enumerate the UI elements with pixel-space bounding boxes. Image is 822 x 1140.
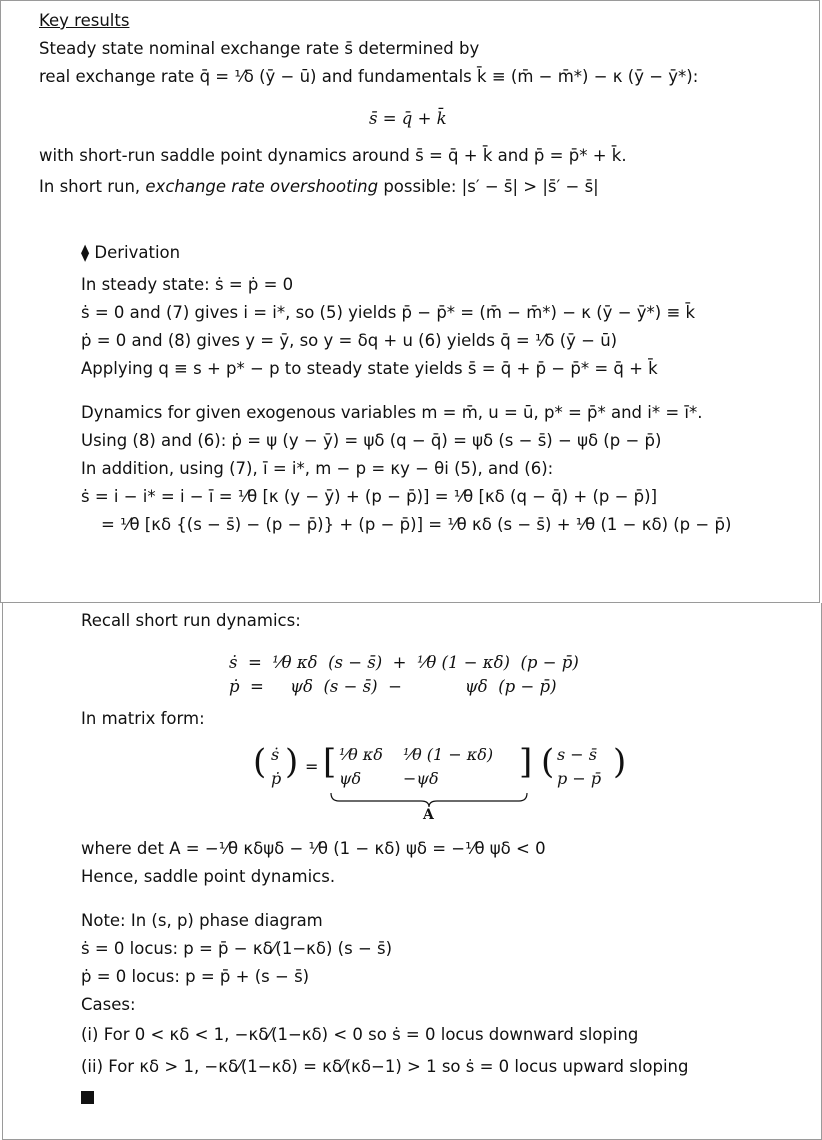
vector-entry: p − p̄: [557, 769, 602, 788]
text-line: Steady state nominal exchange rate s̄ determined by: [39, 39, 480, 58]
equation: s̄ = q̄ + k̄: [369, 109, 447, 128]
right-bracket: ]: [519, 742, 533, 782]
case-line: (ii) For κδ > 1, −κδ⁄(1−κδ) = κδ⁄(κδ−1) > 1 so ṡ = 0 locus upward sloping: [81, 1057, 689, 1076]
text-line: [39, 177, 599, 197]
right-paren: ): [613, 742, 627, 782]
vector-entry: ṗ: [271, 769, 282, 788]
matrix-label: A: [423, 807, 434, 823]
equals-sign: =: [305, 757, 319, 776]
qed-icon: [81, 1089, 94, 1108]
text-line: with short-run saddle point dynamics around s̄ = q̄ + k̄ and p̄ = p̄* + k̄.: [39, 146, 627, 165]
derivation-line: Using (8) and (6): ṗ = ψ (y − ȳ) = ψδ (q − q̄) = ψδ (s − s̄) − ψδ (p − p̄): [81, 431, 662, 450]
derivation-line: ṡ = i − i* = i − ī = ¹⁄θ [κ (y − ȳ) + (p − p̄)] = ¹⁄θ [κδ (q − q̄) + (p − p̄)]: [81, 487, 658, 506]
vector-entry: s − s̄: [557, 745, 597, 764]
emphasis-text: exchange rate overshooting: [145, 177, 379, 196]
dynamics-panel: [2, 603, 822, 1140]
matrix-entry: ¹⁄θ κδ: [339, 745, 383, 764]
derivation-line: In steady state: ṡ = ṗ = 0: [81, 275, 294, 294]
left-paren: (: [253, 742, 267, 782]
derivation-line: Applying q ≡ s + p* − p to steady state yields s̄ = q̄ + p̄ − p̄* = q̄ + k̄: [81, 359, 658, 378]
recall-heading: Recall short run dynamics:: [81, 611, 301, 630]
equation: ṗ = ψδ (s − s̄) − ψδ (p − p̄): [229, 677, 557, 696]
derivation-line: Dynamics for given exogenous variables m = m̄, u = ū, p* = p̄* and i* = ī*.: [81, 403, 703, 422]
right-paren: ): [285, 742, 299, 782]
derivation-line: ṡ = 0 and (7) gives i = i*, so (5) yields p̄ − p̄* = (m̄ − m̄*) − κ (ȳ − ȳ*) ≡ k̄: [81, 303, 696, 322]
vector-entry: ṡ: [271, 745, 280, 764]
case-line: (i) For 0 < κδ < 1, −κδ⁄(1−κδ) < 0 so ṡ = 0 locus downward sloping: [81, 1025, 639, 1044]
matrix-entry: ¹⁄θ (1 − κδ): [403, 745, 494, 764]
derivation-line: = ¹⁄θ [κδ {(s − s̄) − (p − p̄)} + (p − p̄)] = ¹⁄θ κδ (s − s̄) + ¹⁄θ (1 − κδ) (p − p̄): [101, 515, 732, 534]
matrix-entry: −ψδ: [403, 769, 439, 788]
matrix-equation: [253, 739, 633, 829]
text-line: ṡ = 0 locus: p = p̄ − κδ⁄(1−κδ) (s − s̄): [81, 939, 393, 958]
text-span: In short run,: [39, 177, 146, 196]
derivation-line: ṗ = 0 and (8) gives y = ȳ, so y = δq + u (6) yields q̄ = ¹⁄δ (ȳ − ū): [81, 331, 618, 350]
text-span: possible: |s′ − s̄| > |s̄′ − s̄|: [378, 177, 599, 196]
left-bracket: [: [323, 742, 337, 782]
text-line: ṗ = 0 locus: p = p̄ + (s − s̄): [81, 967, 310, 986]
text-line: Hence, saddle point dynamics.: [81, 867, 336, 886]
matrix-entry: ψδ: [339, 769, 362, 788]
text-line: Note: In (s, p) phase diagram: [81, 911, 323, 930]
text-line: Cases:: [81, 995, 136, 1014]
diamond-icon: ⧫: [81, 243, 90, 262]
determinant-line: where det A = −¹⁄θ κδψδ − ¹⁄θ (1 − κδ) ψδ = −¹⁄θ ψδ < 0: [81, 839, 546, 858]
key-results-heading: Key results: [39, 11, 130, 30]
text-line: real exchange rate q̄ = ¹⁄δ (ȳ − ū) and fundamentals k̄ ≡ (m̄ − m̄*) − κ (ȳ − ȳ*):: [39, 67, 699, 86]
equation: ṡ = ¹⁄θ κδ (s − s̄) + ¹⁄θ (1 − κδ) (p − p̄): [229, 653, 579, 672]
derivation-label: Derivation: [94, 243, 181, 262]
left-paren: (: [541, 742, 555, 782]
matrix-intro: In matrix form:: [81, 709, 205, 728]
derivation-line: In addition, using (7), ī = i*, m − p = κy − θi (5), and (6):: [81, 459, 554, 478]
derivation-heading: [81, 243, 180, 263]
